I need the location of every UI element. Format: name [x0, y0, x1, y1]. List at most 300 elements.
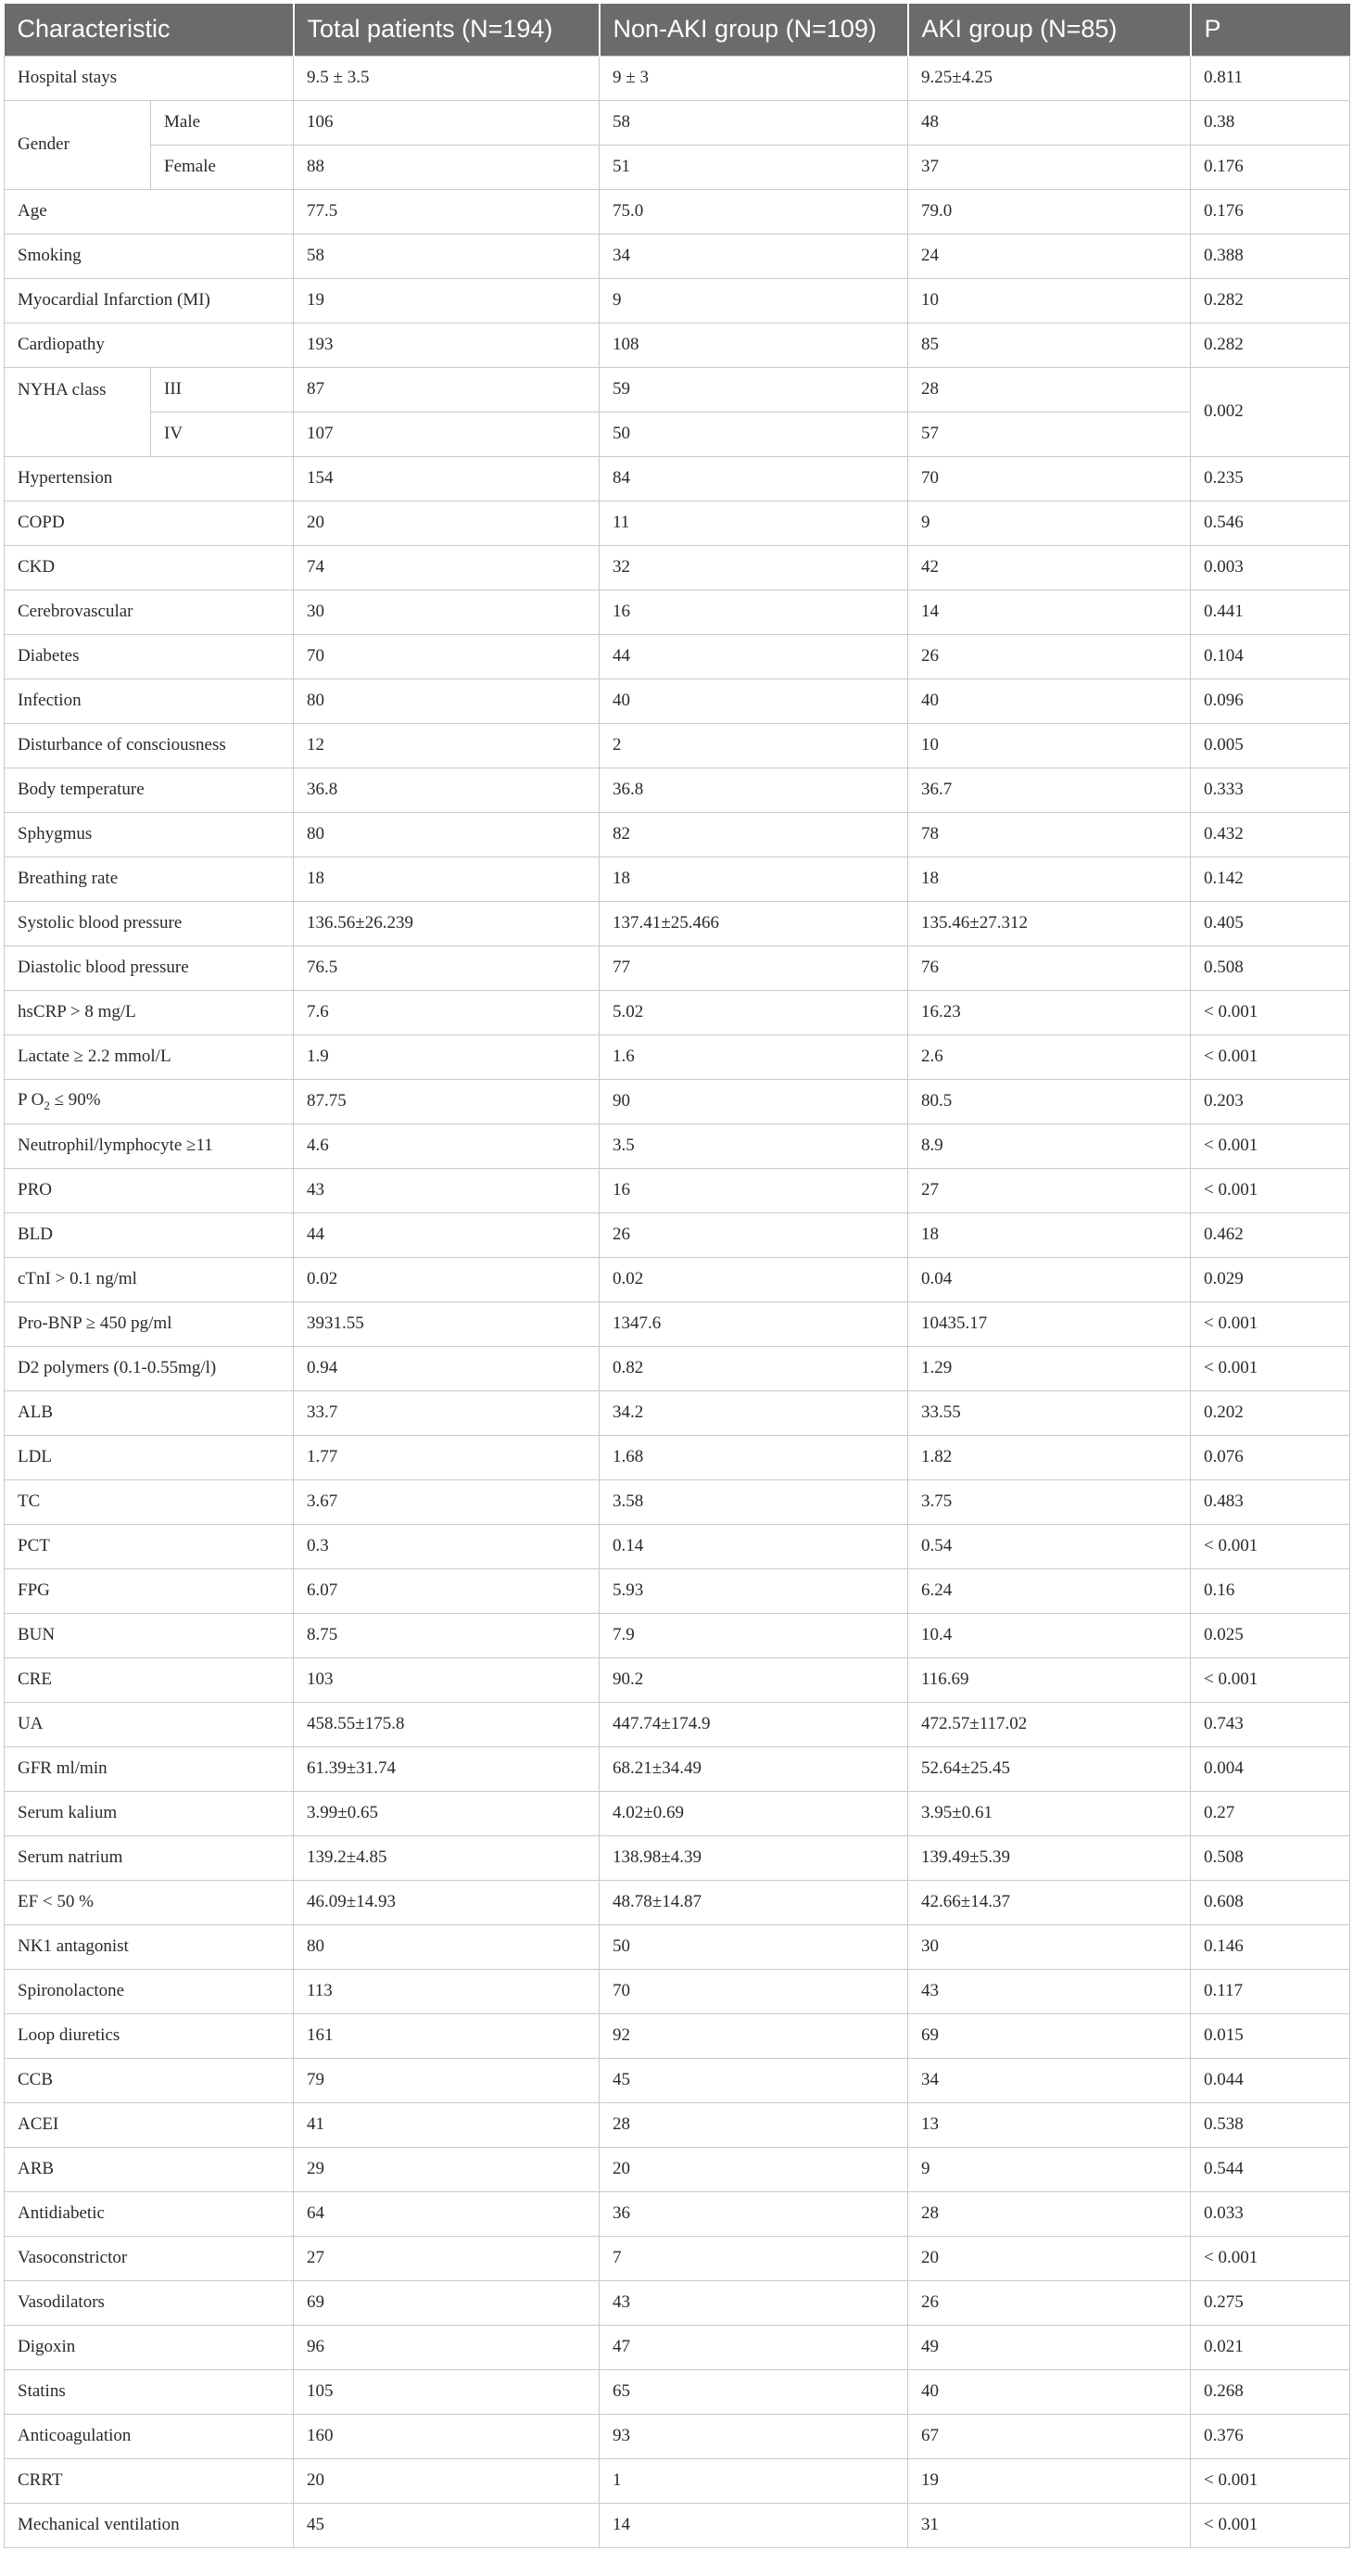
gender-female-total: 88	[294, 145, 600, 189]
table-row	[5, 679, 1350, 723]
row-non-aki: 9	[600, 278, 908, 323]
row-total: 7.6	[294, 990, 600, 1034]
row-p: 0.044	[1191, 2058, 1350, 2102]
row-aki: 139.49±5.39	[908, 1835, 1191, 1880]
row-total: 3931.55	[294, 1301, 600, 1346]
row-label: EF < 50 %	[5, 1880, 294, 1924]
table-row	[5, 234, 1350, 278]
row-p: 0.025	[1191, 1613, 1350, 1657]
row-aki: 40	[908, 679, 1191, 723]
row-aki: 42.66±14.37	[908, 1880, 1191, 1924]
table-row	[5, 901, 1350, 945]
row-non-aki: 68.21±34.49	[600, 1746, 908, 1791]
row-non-aki: 16	[600, 1168, 908, 1212]
row-p: < 0.001	[1191, 2503, 1350, 2547]
row-p: 0.005	[1191, 723, 1350, 768]
po2-p: 0.203	[1191, 1079, 1350, 1123]
row-total: 1.9	[294, 1034, 600, 1079]
row-aki: 10	[908, 723, 1191, 768]
row-label: Diabetes	[5, 634, 294, 679]
row-label: Smoking	[5, 234, 294, 278]
row-label: CKD	[5, 545, 294, 590]
row-p: < 0.001	[1191, 1168, 1350, 1212]
row-p: 0.333	[1191, 768, 1350, 812]
row-total: 80	[294, 1924, 600, 1969]
table-row	[5, 768, 1350, 812]
row-label: Digoxin	[5, 2325, 294, 2369]
header-row	[5, 4, 1350, 56]
nyha-iii-total: 87	[294, 367, 600, 412]
row-total: 69	[294, 2280, 600, 2325]
row-non-aki: 108	[600, 323, 908, 367]
row-non-aki: 3.58	[600, 1479, 908, 1524]
row-non-aki: 3.5	[600, 1123, 908, 1168]
row-aki: 472.57±117.02	[908, 1702, 1191, 1746]
row-aki: 13	[908, 2102, 1191, 2147]
row-total: 64	[294, 2191, 600, 2236]
row-aki: 3.95±0.61	[908, 1791, 1191, 1835]
table-row	[5, 456, 1350, 501]
row-p: 0.104	[1191, 634, 1350, 679]
row-p: 0.544	[1191, 2147, 1350, 2191]
row-aki: 135.46±27.312	[908, 901, 1191, 945]
table-row	[5, 2325, 1350, 2369]
row-p: 0.146	[1191, 1924, 1350, 1969]
table-row	[5, 323, 1350, 367]
row-total: 27	[294, 2236, 600, 2280]
nyha-label: NYHA class	[5, 367, 151, 456]
row-label: Sphygmus	[5, 812, 294, 857]
gender-male-label: Male	[151, 100, 294, 145]
table-row	[5, 2058, 1350, 2102]
row-non-aki: 9 ± 3	[600, 56, 908, 100]
row-non-aki: 40	[600, 679, 908, 723]
row-aki: 16.23	[908, 990, 1191, 1034]
row-label: GFR ml/min	[5, 1746, 294, 1791]
table-row	[5, 1524, 1350, 1568]
po2-label	[5, 1079, 294, 1123]
row-p: 0.538	[1191, 2102, 1350, 2147]
row-p: 0.16	[1191, 1568, 1350, 1613]
row-non-aki: 92	[600, 2013, 908, 2058]
gender-male-aki: 48	[908, 100, 1191, 145]
row-p: 0.282	[1191, 323, 1350, 367]
row-aki: 85	[908, 323, 1191, 367]
row-aki: 2.6	[908, 1034, 1191, 1079]
row-label: BUN	[5, 1613, 294, 1657]
row-total: 33.7	[294, 1390, 600, 1435]
row-total: 0.94	[294, 1346, 600, 1390]
table-row	[5, 634, 1350, 679]
row-aki: 36.7	[908, 768, 1191, 812]
row-total: 20	[294, 501, 600, 545]
row-non-aki: 20	[600, 2147, 908, 2191]
gender-female-non-aki: 51	[600, 145, 908, 189]
row-total: 61.39±31.74	[294, 1746, 600, 1791]
table-row	[5, 857, 1350, 901]
row-label: cTnI > 0.1 ng/ml	[5, 1257, 294, 1301]
table-row	[5, 100, 1350, 145]
row-aki: 30	[908, 1924, 1191, 1969]
gender-female-p: 0.176	[1191, 145, 1350, 189]
table-row	[5, 1346, 1350, 1390]
row-p: < 0.001	[1191, 1346, 1350, 1390]
row-label: Loop diuretics	[5, 2013, 294, 2058]
table-row	[5, 1613, 1350, 1657]
row-label: hsCRP > 8 mg/L	[5, 990, 294, 1034]
row-label: NK1 antagonist	[5, 1924, 294, 1969]
row-total: 458.55±175.8	[294, 1702, 600, 1746]
table-row	[5, 189, 1350, 234]
row-total: 139.2±4.85	[294, 1835, 600, 1880]
row-non-aki: 7.9	[600, 1613, 908, 1657]
header-non-aki: Non-AKI group (N=109)	[600, 4, 908, 56]
row-p: < 0.001	[1191, 990, 1350, 1034]
row-p: 0.021	[1191, 2325, 1350, 2369]
row-label: Lactate ≥ 2.2 mmol/L	[5, 1034, 294, 1079]
table-row	[5, 2414, 1350, 2458]
row-aki: 14	[908, 590, 1191, 634]
row-p: < 0.001	[1191, 2458, 1350, 2503]
row-p: 0.033	[1191, 2191, 1350, 2236]
row-label: Anticoagulation	[5, 2414, 294, 2458]
table-row	[5, 1880, 1350, 1924]
table-row	[5, 1301, 1350, 1346]
row-aki: 20	[908, 2236, 1191, 2280]
table-row	[5, 1702, 1350, 1746]
row-aki: 9.25±4.25	[908, 56, 1191, 100]
row-aki: 6.24	[908, 1568, 1191, 1613]
row-non-aki: 47	[600, 2325, 908, 2369]
gender-male-p: 0.38	[1191, 100, 1350, 145]
nyha-iii-label: III	[151, 367, 294, 412]
row-total: 20	[294, 2458, 600, 2503]
row-label: BLD	[5, 1212, 294, 1257]
row-non-aki: 70	[600, 1969, 908, 2013]
row-non-aki: 0.82	[600, 1346, 908, 1390]
row-total: 3.99±0.65	[294, 1791, 600, 1835]
row-total: 4.6	[294, 1123, 600, 1168]
row-label: CRE	[5, 1657, 294, 1702]
table-row	[5, 1390, 1350, 1435]
row-total: 45	[294, 2503, 600, 2547]
row-total: 79	[294, 2058, 600, 2102]
row-label: Breathing rate	[5, 857, 294, 901]
row-non-aki: 1.68	[600, 1435, 908, 1479]
row-total: 30	[294, 590, 600, 634]
row-p: < 0.001	[1191, 1524, 1350, 1568]
row-p: 0.003	[1191, 545, 1350, 590]
row-aki: 67	[908, 2414, 1191, 2458]
table-row	[5, 2236, 1350, 2280]
po2-total: 87.75	[294, 1079, 600, 1123]
header-p: P	[1191, 4, 1350, 56]
row-aki: 18	[908, 857, 1191, 901]
row-p: 0.275	[1191, 2280, 1350, 2325]
row-aki: 9	[908, 501, 1191, 545]
row-total: 154	[294, 456, 600, 501]
table-header	[5, 4, 1350, 56]
row-non-aki: 36	[600, 2191, 908, 2236]
row-non-aki: 34.2	[600, 1390, 908, 1435]
row-label: CCB	[5, 2058, 294, 2102]
row-total: 77.5	[294, 189, 600, 234]
row-non-aki: 1	[600, 2458, 908, 2503]
po2-suffix: ≤ 90%	[49, 1089, 101, 1110]
row-aki: 34	[908, 2058, 1191, 2102]
table-row	[5, 2458, 1350, 2503]
row-non-aki: 44	[600, 634, 908, 679]
table-row	[5, 501, 1350, 545]
row-label: D2 polymers (0.1-0.55mg/l)	[5, 1346, 294, 1390]
row-label: Infection	[5, 679, 294, 723]
nyha-iv-aki: 57	[908, 412, 1191, 456]
table-row	[5, 2102, 1350, 2147]
row-p: < 0.001	[1191, 2236, 1350, 2280]
row-p: 0.282	[1191, 278, 1350, 323]
nyha-iv-non-aki: 50	[600, 412, 908, 456]
row-label: Systolic blood pressure	[5, 901, 294, 945]
row-label: FPG	[5, 1568, 294, 1613]
row-non-aki: 2	[600, 723, 908, 768]
characteristics-table	[4, 4, 1350, 2548]
row-label: UA	[5, 1702, 294, 1746]
nyha-iv-label: IV	[151, 412, 294, 456]
row-total: 3.67	[294, 1479, 600, 1524]
row-aki: 31	[908, 2503, 1191, 2547]
row-aki: 10435.17	[908, 1301, 1191, 1346]
row-label: Hypertension	[5, 456, 294, 501]
row-non-aki: 36.8	[600, 768, 908, 812]
row-total: 113	[294, 1969, 600, 2013]
header-total: Total patients (N=194)	[294, 4, 600, 56]
row-aki: 33.55	[908, 1390, 1191, 1435]
table-row	[5, 2503, 1350, 2547]
row-total: 0.02	[294, 1257, 600, 1301]
row-non-aki: 50	[600, 1924, 908, 1969]
row-non-aki: 138.98±4.39	[600, 1835, 908, 1880]
row-non-aki: 0.14	[600, 1524, 908, 1568]
table-row	[5, 1657, 1350, 1702]
row-p: 0.142	[1191, 857, 1350, 901]
row-total: 12	[294, 723, 600, 768]
row-p: 0.483	[1191, 1479, 1350, 1524]
row-p: 0.811	[1191, 56, 1350, 100]
row-aki: 1.82	[908, 1435, 1191, 1479]
row-p: < 0.001	[1191, 1034, 1350, 1079]
row-label: Mechanical ventilation	[5, 2503, 294, 2547]
row-total: 46.09±14.93	[294, 1880, 600, 1924]
table-row	[5, 2013, 1350, 2058]
row-label: Age	[5, 189, 294, 234]
row-label: Body temperature	[5, 768, 294, 812]
row-aki: 1.29	[908, 1346, 1191, 1390]
row-aki: 116.69	[908, 1657, 1191, 1702]
row-p: 0.546	[1191, 501, 1350, 545]
row-total: 36.8	[294, 768, 600, 812]
gender-female-aki: 37	[908, 145, 1191, 189]
row-label: Myocardial Infarction (MI)	[5, 278, 294, 323]
row-label: Vasodilators	[5, 2280, 294, 2325]
row-total: 74	[294, 545, 600, 590]
row-p: 0.015	[1191, 2013, 1350, 2058]
row-non-aki: 26	[600, 1212, 908, 1257]
row-non-aki: 137.41±25.466	[600, 901, 908, 945]
row-p: 0.441	[1191, 590, 1350, 634]
table-row	[5, 723, 1350, 768]
row-aki: 0.54	[908, 1524, 1191, 1568]
row-aki: 9	[908, 2147, 1191, 2191]
table-row	[5, 1079, 1350, 1123]
row-p: 0.029	[1191, 1257, 1350, 1301]
row-label: Antidiabetic	[5, 2191, 294, 2236]
row-total: 1.77	[294, 1435, 600, 1479]
row-total: 44	[294, 1212, 600, 1257]
row-aki: 69	[908, 2013, 1191, 2058]
table-row	[5, 56, 1350, 100]
row-label: Vasoconstrictor	[5, 2236, 294, 2280]
row-label: Disturbance of consciousness	[5, 723, 294, 768]
po2-subscript: 2	[44, 1098, 50, 1112]
header-aki: AKI group (N=85)	[908, 4, 1191, 56]
row-total: 76.5	[294, 945, 600, 990]
row-p: 0.462	[1191, 1212, 1350, 1257]
gender-male-total: 106	[294, 100, 600, 145]
row-aki: 10	[908, 278, 1191, 323]
row-p: 0.096	[1191, 679, 1350, 723]
row-non-aki: 5.93	[600, 1568, 908, 1613]
table-row	[5, 1746, 1350, 1791]
table-row	[5, 1168, 1350, 1212]
row-total: 41	[294, 2102, 600, 2147]
row-label: Cardiopathy	[5, 323, 294, 367]
row-p: 0.508	[1191, 945, 1350, 990]
row-aki: 26	[908, 634, 1191, 679]
row-label: PRO	[5, 1168, 294, 1212]
table-row	[5, 2280, 1350, 2325]
table-row	[5, 367, 1350, 412]
row-total: 19	[294, 278, 600, 323]
nyha-p: 0.002	[1191, 367, 1350, 456]
row-label: Spironolactone	[5, 1969, 294, 2013]
row-non-aki: 4.02±0.69	[600, 1791, 908, 1835]
row-non-aki: 14	[600, 2503, 908, 2547]
row-non-aki: 1347.6	[600, 1301, 908, 1346]
row-total: 58	[294, 234, 600, 278]
row-non-aki: 34	[600, 234, 908, 278]
row-total: 193	[294, 323, 600, 367]
table-row	[5, 412, 1350, 456]
table-row	[5, 545, 1350, 590]
table-row	[5, 1435, 1350, 1479]
table-row	[5, 1034, 1350, 1079]
nyha-iv-total: 107	[294, 412, 600, 456]
row-p: 0.508	[1191, 1835, 1350, 1880]
table-row	[5, 1257, 1350, 1301]
row-p: 0.176	[1191, 189, 1350, 234]
row-p: 0.235	[1191, 456, 1350, 501]
row-total: 18	[294, 857, 600, 901]
row-aki: 79.0	[908, 189, 1191, 234]
row-non-aki: 1.6	[600, 1034, 908, 1079]
row-non-aki: 48.78±14.87	[600, 1880, 908, 1924]
row-non-aki: 28	[600, 2102, 908, 2147]
row-aki: 70	[908, 456, 1191, 501]
row-label: Serum natrium	[5, 1835, 294, 1880]
row-total: 103	[294, 1657, 600, 1702]
row-total: 80	[294, 679, 600, 723]
row-non-aki: 90.2	[600, 1657, 908, 1702]
row-aki: 8.9	[908, 1123, 1191, 1168]
row-aki: 10.4	[908, 1613, 1191, 1657]
row-aki: 19	[908, 2458, 1191, 2503]
row-p: 0.388	[1191, 234, 1350, 278]
row-non-aki: 5.02	[600, 990, 908, 1034]
table-row	[5, 1969, 1350, 2013]
row-label: CRRT	[5, 2458, 294, 2503]
row-p: 0.432	[1191, 812, 1350, 857]
row-total: 43	[294, 1168, 600, 1212]
table-row	[5, 945, 1350, 990]
row-aki: 0.04	[908, 1257, 1191, 1301]
row-non-aki: 16	[600, 590, 908, 634]
row-label: Pro-BNP ≥ 450 pg/ml	[5, 1301, 294, 1346]
row-non-aki: 32	[600, 545, 908, 590]
table-row	[5, 145, 1350, 189]
table-row	[5, 1479, 1350, 1524]
table-body	[5, 56, 1350, 2547]
table-row	[5, 2369, 1350, 2414]
row-p: 0.608	[1191, 1880, 1350, 1924]
row-p: < 0.001	[1191, 1657, 1350, 1702]
row-aki: 49	[908, 2325, 1191, 2369]
row-total: 8.75	[294, 1613, 600, 1657]
row-p: 0.004	[1191, 1746, 1350, 1791]
row-total: 80	[294, 812, 600, 857]
table-row	[5, 2147, 1350, 2191]
row-total: 70	[294, 634, 600, 679]
row-aki: 43	[908, 1969, 1191, 2013]
nyha-iii-aki: 28	[908, 367, 1191, 412]
row-total: 9.5 ± 3.5	[294, 56, 600, 100]
row-non-aki: 45	[600, 2058, 908, 2102]
row-label: ARB	[5, 2147, 294, 2191]
gender-label: Gender	[5, 100, 151, 189]
table-row	[5, 1568, 1350, 1613]
row-label: Statins	[5, 2369, 294, 2414]
row-p: 0.743	[1191, 1702, 1350, 1746]
row-total: 0.3	[294, 1524, 600, 1568]
row-p: 0.405	[1191, 901, 1350, 945]
row-label: PCT	[5, 1524, 294, 1568]
row-non-aki: 65	[600, 2369, 908, 2414]
row-label: ACEI	[5, 2102, 294, 2147]
row-aki: 42	[908, 545, 1191, 590]
header-characteristic: Characteristic	[5, 4, 294, 56]
table-row	[5, 812, 1350, 857]
table-row	[5, 2191, 1350, 2236]
row-p: < 0.001	[1191, 1301, 1350, 1346]
row-non-aki: 43	[600, 2280, 908, 2325]
row-p: 0.076	[1191, 1435, 1350, 1479]
row-non-aki: 11	[600, 501, 908, 545]
row-label: Neutrophil/lymphocyte ≥11	[5, 1123, 294, 1168]
po2-aki: 80.5	[908, 1079, 1191, 1123]
table-row	[5, 278, 1350, 323]
po2-non-aki: 90	[600, 1079, 908, 1123]
row-total: 29	[294, 2147, 600, 2191]
row-non-aki: 84	[600, 456, 908, 501]
